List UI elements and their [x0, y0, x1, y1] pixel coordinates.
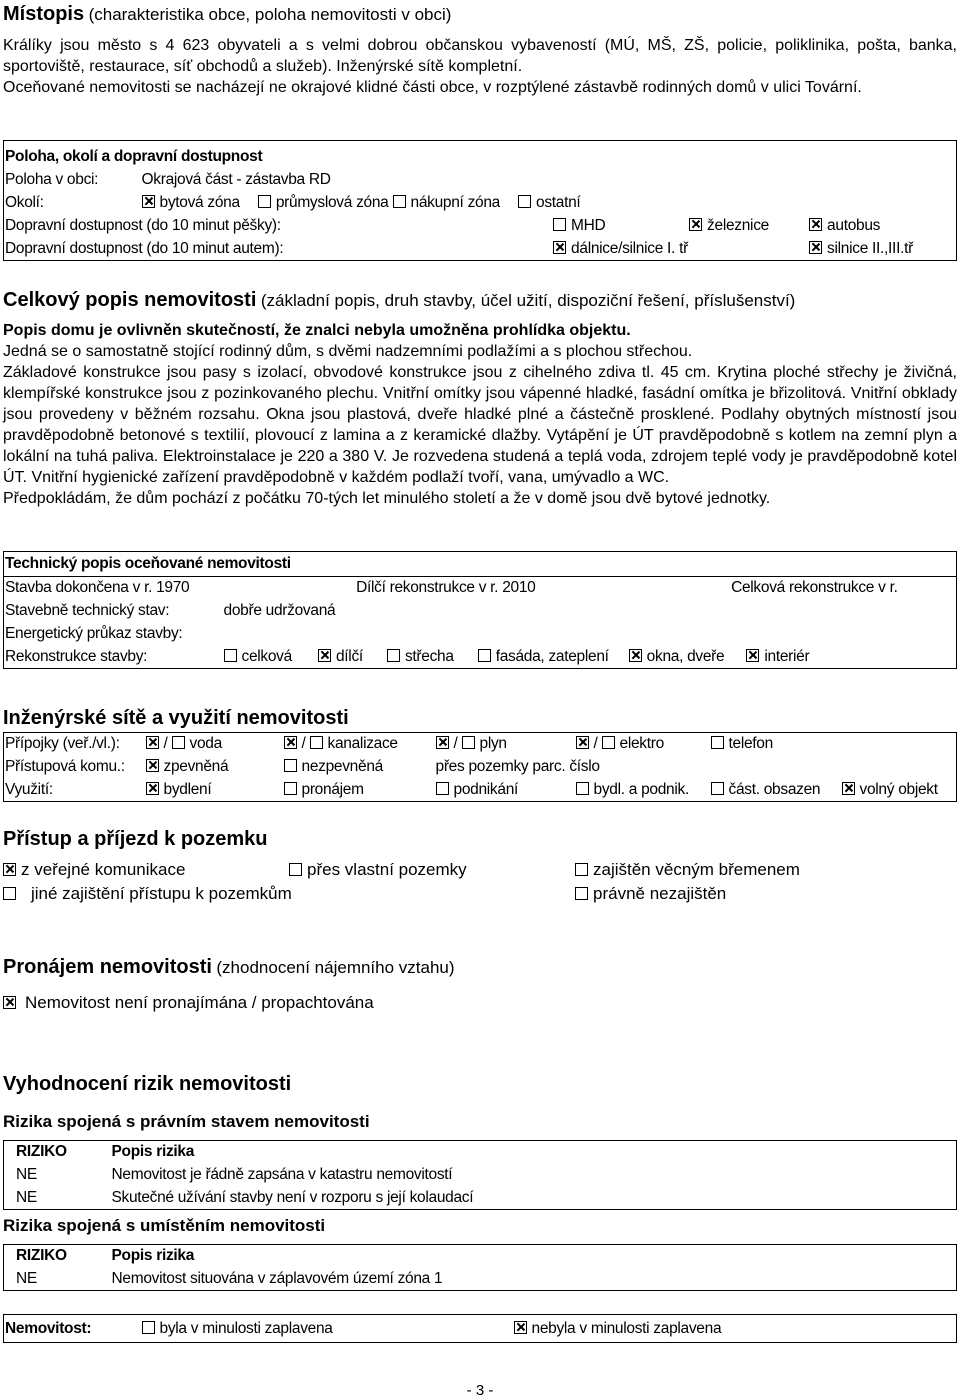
checkbox-unchecked[interactable]	[478, 649, 491, 662]
rek-opt-okna[interactable]: okna, dveře	[629, 648, 725, 665]
autem-opt-dalnice[interactable]: dálnice/silnice I. tř	[552, 238, 808, 261]
mistopis-section	[3, 2, 957, 98]
pronajem-subtitle: (zhodnocení nájemního vztahu)	[216, 958, 455, 977]
checkbox-checked[interactable]	[146, 782, 159, 795]
popis-paragraph-2: Základové konstrukce jsou pasy s izolací, obvodové konstrukce jsou z cihelného zdiva tl. 45 cm. Krytina ploché střechy je živičná, klempířské konstrukce jsou z pozinkovaného plechu. Vnitřní omítky jsou vápenné hladké, fasádní omítka je břizolitová. Vnitřní obklady jsou provedeny v běžném rozsahu. Okna jsou plastová, dveře hladké plné a částečně prosklené. Podlahy obytných místností jsou pravděpodobně betonové s textilií, plovoucí z lamina a z keramické dlažby. Vytápění je ÚT pravděpodobně s kotlem na zemní plyn a lokální na tuhá paliva. Elektroinstalace je 220 a 380 V. Je rozvedena studená a teplá voda, zdrojem teplé vody je pravděpodobně kotel ÚT. Vnitřní hygienické zařízení pravděpodobně v každém podlaží tvoří, vana, umývadlo a WC.	[3, 364, 957, 486]
vyuziti-label: Využití:	[5, 780, 53, 798]
okoli-label: Okolí:	[5, 194, 44, 211]
rekonstrukce-options	[223, 646, 957, 669]
pristupova-label: Přístupová komu.:	[5, 758, 125, 775]
checkbox-checked[interactable]	[436, 736, 449, 749]
checkbox-checked[interactable]	[146, 759, 159, 772]
checkbox-unchecked[interactable]	[284, 759, 297, 772]
nemovitost-zaplavy-table	[3, 1314, 957, 1343]
pristup-options	[3, 858, 957, 906]
vyuziti-bydl-podnik[interactable]: bydl. a podnik.	[575, 779, 710, 802]
pesky-label: Dopravní dostupnost (do 10 minut pěšky):	[5, 217, 281, 234]
rizika-title: Vyhodnocení rizik nemovitosti	[3, 1073, 292, 1095]
vyuziti-volny-objekt[interactable]: volný objekt	[841, 779, 957, 802]
checkbox-checked[interactable]	[629, 649, 642, 662]
pristup-pres-pozemky: přes pozemky parc. číslo	[435, 758, 600, 775]
vyuziti-podnikani[interactable]: podnikání	[435, 779, 575, 802]
pristup-jine[interactable]: jiné zajištění přístupu k pozemkům	[3, 882, 292, 906]
pripojka-elektro[interactable]: / elektro	[575, 733, 710, 756]
pripojka-telefon[interactable]: telefon	[710, 733, 957, 756]
checkbox-unchecked[interactable]	[436, 782, 449, 795]
table-row: NE Nemovitost je řádně zapsána v katastru nemovitostí	[16, 1166, 453, 1183]
poloha-table	[3, 140, 957, 261]
popis-note: Popis domu je ovlivněn skutečností, že znalci nebyla umožněna prohlídka objektu.	[3, 322, 631, 339]
checkbox-unchecked[interactable]	[462, 736, 475, 749]
table-row: NE Skutečné užívání stavby není v rozporu s její kolaudací	[16, 1188, 474, 1206]
autem-label: Dopravní dostupnost (do 10 minut autem):	[5, 239, 284, 257]
okoli-opt-prumyslova[interactable]: průmyslová zóna	[258, 194, 389, 211]
vyuziti-cast-obsazen[interactable]: část. obsazen	[710, 779, 841, 802]
celkovy-popis-title: Celkový popis nemovitosti	[3, 289, 257, 311]
mistopis-subtitle: (charakteristika obce, poloha nemovitosti v obci)	[88, 5, 452, 24]
popis-line-3: Předpokládám, že dům pochází z počátku 70-tých let minulého století a že v domě jsou dvě bytové jednotky.	[3, 490, 771, 507]
pristup-vecne-bremeno[interactable]: zajištěn věcným břemenem	[575, 858, 800, 882]
rek-opt-celkova[interactable]: celková	[224, 648, 292, 665]
checkbox-unchecked[interactable]	[602, 736, 615, 749]
checkbox-checked[interactable]	[809, 241, 822, 254]
checkbox-checked[interactable]	[553, 241, 566, 254]
celkova-rekonstrukce: Celková rekonstrukce v r.	[731, 579, 898, 597]
technicky-popis-table	[3, 551, 957, 669]
rek-opt-fasada[interactable]: fasáda, zateplení	[478, 648, 609, 665]
checkbox-unchecked[interactable]	[387, 649, 400, 662]
rek-opt-strecha[interactable]: střecha	[387, 648, 454, 665]
stavba-dokoncena: Stavba dokončena v r. 1970	[5, 579, 190, 597]
vyuziti-bydleni[interactable]: bydlení	[145, 779, 283, 802]
mistopis-heading	[3, 2, 957, 28]
rek-opt-dilci[interactable]: dílčí	[318, 648, 363, 665]
poloha-label: Poloha v obci:	[5, 171, 99, 188]
checkbox-checked[interactable]	[3, 863, 16, 876]
poloha-value: Okrajová část - zástavba RD	[141, 171, 331, 188]
dilci-rekonstrukce: Dílčí rekonstrukce v r. 2010	[356, 579, 536, 597]
site-table	[3, 732, 957, 802]
okoli-options	[141, 192, 957, 215]
pesky-opt-autobus[interactable]: autobus	[808, 215, 956, 238]
checkbox-checked[interactable]	[146, 736, 159, 749]
checkbox-unchecked[interactable]	[142, 1321, 155, 1334]
poloha-heading: Poloha, okolí a dopravní dostupnost	[5, 147, 263, 165]
checkbox-checked[interactable]	[142, 195, 155, 208]
zaplavy-byla[interactable]: byla v minulosti zaplavena	[141, 1315, 513, 1343]
mistopis-paragraph-1: Králíky jsou město s 4 623 obyvateli a s velmi dobrou občanskou vybaveností (MÚ, MŠ, ZŠ, policie, poliklinika, pošta, banka, sportoviště, restaurace, síť obchodů a služeb). Inženýrské sítě kompletní.	[3, 37, 957, 75]
mistopis-paragraph-2: Oceňované nemovitosti se nacházejí ne okrajové klidné části obce, v rozptýlené zástavbě rodinných domů v ulici Tovární.	[3, 79, 862, 96]
checkbox-unchecked[interactable]	[172, 736, 185, 749]
checkbox-checked[interactable]	[576, 736, 589, 749]
autem-opt-silnice[interactable]: silnice II.,III.tř	[808, 238, 956, 261]
pristup-pravne-nezajisten[interactable]: právně nezajištěn	[575, 882, 726, 906]
checkbox-unchecked[interactable]	[289, 863, 302, 876]
popis-rizika-header: Popis rizika	[111, 1143, 195, 1161]
checkbox-checked[interactable]	[3, 996, 16, 1009]
checkbox-unchecked[interactable]	[576, 782, 589, 795]
checkbox-checked[interactable]	[318, 649, 331, 662]
zaplavy-nebyla[interactable]: nebyla v minulosti zaplavena	[513, 1315, 957, 1343]
vyuziti-pronajem[interactable]: pronájem	[283, 779, 435, 802]
rizika-pravni-title: Rizika spojená s právním stavem nemovitosti	[3, 1112, 370, 1131]
checkbox-unchecked[interactable]	[310, 736, 323, 749]
pristup-nezpevnena[interactable]: nezpevněná	[283, 756, 435, 779]
rizika-umisteni-title: Rizika spojená s umístěním nemovitosti	[3, 1216, 326, 1235]
technicky-heading: Technický popis oceňované nemovitosti	[4, 552, 957, 577]
pesky-opt-zeleznice[interactable]: železnice	[688, 215, 808, 238]
popis-line-1: Jedná se o samostatně stojící rodinný dům, s dvěmi nadzemními podlažími a s plochou střechou.	[3, 343, 693, 360]
riziko-header: RIZIKO	[16, 1247, 67, 1265]
checkbox-unchecked[interactable]	[3, 887, 16, 900]
okoli-opt-bytova[interactable]: bytová zóna	[142, 194, 240, 211]
pripojky-label: Přípojky (veř./vl.):	[5, 735, 120, 753]
checkbox-checked[interactable]	[842, 782, 855, 795]
checkbox-unchecked[interactable]	[393, 195, 406, 208]
checkbox-unchecked[interactable]	[711, 736, 724, 749]
checkbox-checked[interactable]	[284, 736, 297, 749]
checkbox-checked[interactable]	[514, 1321, 527, 1334]
energeticky-prukaz-label: Energetický průkaz stavby:	[5, 625, 183, 642]
table-row: NE Nemovitost situována v záplavovém území zóna 1	[16, 1269, 443, 1287]
popis-rizika-header: Popis rizika	[111, 1247, 195, 1265]
checkbox-checked[interactable]	[689, 218, 702, 231]
page-number: - 3 -	[466, 1382, 494, 1398]
rizika-umisteni-table	[3, 1244, 957, 1291]
checkbox-unchecked[interactable]	[575, 863, 588, 876]
checkbox-unchecked[interactable]	[284, 782, 297, 795]
rizika-pravni-table	[3, 1140, 957, 1210]
nemovitost-label: Nemovitost:	[5, 1319, 92, 1337]
pripojka-kanalizace[interactable]: / kanalizace	[283, 733, 435, 756]
pristup-title: Přístup a příjezd k pozemku	[3, 828, 268, 850]
okoli-opt-nakupni[interactable]: nákupní zóna	[393, 194, 500, 211]
stav-value: dobře udržovaná	[223, 602, 336, 619]
checkbox-unchecked[interactable]	[711, 782, 724, 795]
pristup-vlastni[interactable]: přes vlastní pozemky	[289, 858, 467, 882]
checkbox-unchecked[interactable]	[224, 649, 237, 662]
celkovy-popis-section	[3, 288, 957, 509]
pronajem-title: Pronájem nemovitosti	[3, 956, 212, 978]
celkovy-popis-subtitle: (základní popis, druh stavby, účel užití, dispoziční řešení, příslušenství)	[260, 291, 796, 310]
mistopis-title: Místopis	[3, 3, 85, 25]
pristup-verejne[interactable]: z veřejné komunikace	[3, 858, 185, 882]
pripojka-voda[interactable]: / voda	[145, 733, 283, 756]
pristup-zpevnena[interactable]: zpevněná	[145, 756, 283, 779]
pripojka-plyn[interactable]: / plyn	[435, 733, 575, 756]
checkbox-unchecked[interactable]	[553, 218, 566, 231]
checkbox-checked[interactable]	[809, 218, 822, 231]
pronajem-option[interactable]: Nemovitost není pronajímána / propachtována	[3, 993, 374, 1013]
checkbox-unchecked[interactable]	[258, 195, 271, 208]
site-title: Inženýrské sítě a využití nemovitosti	[3, 707, 349, 729]
checkbox-unchecked[interactable]	[518, 195, 531, 208]
pronajem-heading	[3, 955, 455, 979]
pesky-opt-mhd[interactable]: MHD	[552, 215, 688, 238]
checkbox-checked[interactable]	[746, 649, 759, 662]
riziko-header: RIZIKO	[16, 1143, 67, 1161]
rek-opt-interier[interactable]: interiér	[746, 648, 809, 665]
rekonstrukce-label: Rekonstrukce stavby:	[5, 647, 148, 665]
okoli-opt-ostatni[interactable]: ostatní	[518, 194, 580, 211]
stav-label: Stavebně technický stav:	[5, 602, 170, 619]
celkovy-popis-heading	[3, 288, 957, 315]
checkbox-unchecked[interactable]	[575, 887, 588, 900]
